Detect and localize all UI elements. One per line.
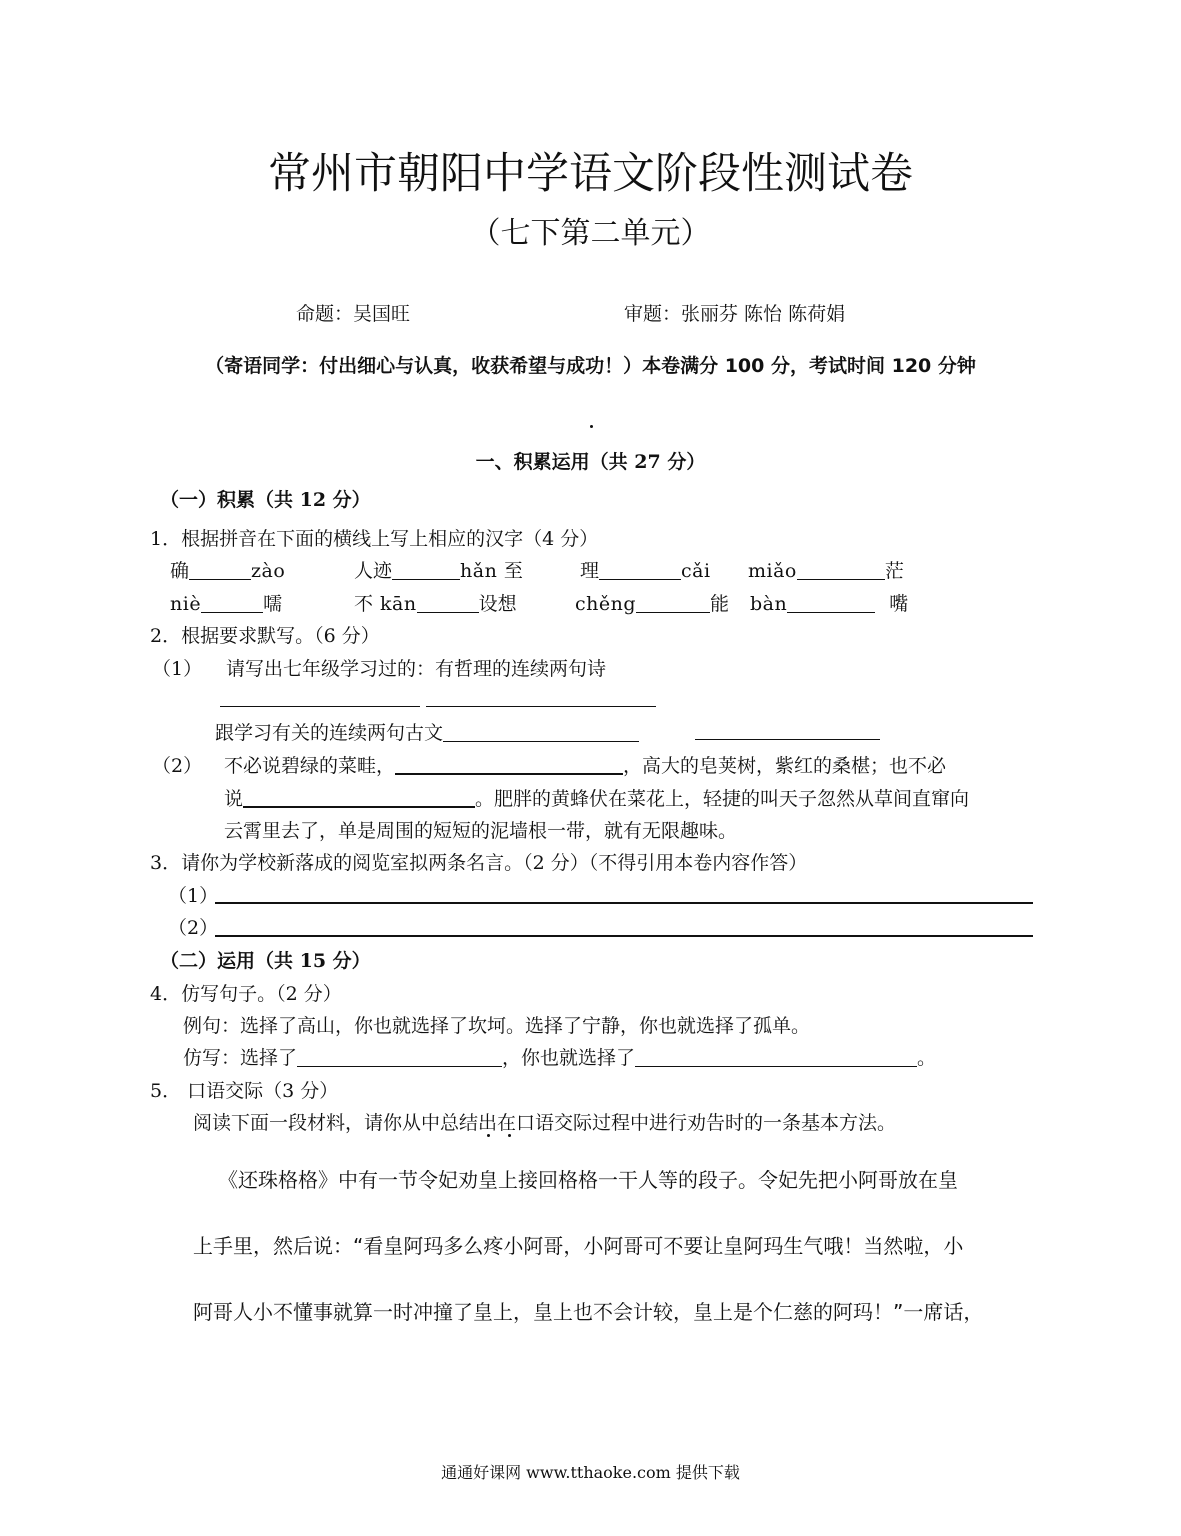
section-title: 一、积累运用（共 27 分）: [475, 451, 706, 473]
answer-line[interactable]: [215, 935, 1033, 937]
answer-line[interactable]: [215, 902, 1033, 904]
question-5-stem: 5． 口语交际（3 分）: [150, 1080, 339, 1102]
answer-blank[interactable]: [636, 593, 710, 613]
emphasis-dot: [487, 1134, 490, 1137]
q2-part-2-line1: 不必说碧绿的菜畦， ，高大的皂荚树，紫红的桑椹；也不必: [224, 755, 947, 777]
q3-number-2: （2）: [168, 917, 219, 939]
subsection-title: （一）积累（共 12 分）: [160, 489, 371, 511]
answer-line[interactable]: [426, 706, 656, 707]
answer-blank[interactable]: [599, 560, 681, 580]
page-footer: 通通好课网 www.tthaoke.com 提供下载: [441, 1463, 740, 1482]
answer-line[interactable]: [695, 739, 880, 740]
q2-part-2-number: （2）: [152, 755, 203, 777]
q4-example: 例句：选择了高山，你也就选择了坎坷。选择了宁静，你也就选择了孤单。: [183, 1015, 811, 1037]
stray-dot: [590, 425, 593, 428]
answer-blank[interactable]: [635, 1047, 917, 1067]
answer-blank[interactable]: [443, 722, 639, 742]
answer-line[interactable]: [220, 706, 420, 707]
q1-item-7: chěng 能: [575, 593, 730, 615]
answer-blank[interactable]: [797, 560, 885, 580]
answer-blank[interactable]: [297, 1047, 502, 1067]
material-line-2: 上手里，然后说：“看皇阿玛多么疼小阿哥，小阿哥可不要让皇阿玛生气哦！当然啦，小: [193, 1234, 964, 1258]
reviewers-line: 审题：张丽芬 陈怡 陈荷娟: [624, 303, 846, 325]
answer-blank[interactable]: [392, 560, 460, 580]
emphasis-dot: [508, 1134, 511, 1137]
answer-blank[interactable]: [189, 560, 251, 580]
q1-item-5: niè 嚅: [170, 593, 283, 615]
q5-instruction: 阅读下面一段材料，请你从中总结出在口语交际过程中进行劝告时的一条基本方法。: [193, 1112, 897, 1134]
material-line-3: 阿哥人小不懂事就算一时冲撞了皇上，皇上也不会计较，皇上是个仁慈的阿玛！”一席话，: [193, 1300, 984, 1324]
q3-number-1: （1）: [168, 885, 219, 907]
subsection-title: （二）运用（共 15 分）: [160, 950, 371, 972]
answer-blank[interactable]: [787, 593, 875, 613]
q1-item-1: 确 zào: [170, 560, 286, 582]
answer-blank[interactable]: [417, 593, 479, 613]
q2-part-2-line3: 云霄里去了，单是周围的短短的泥墙根一带，就有无限趣味。: [224, 820, 738, 842]
q1-item-4: miǎo 茫: [748, 560, 904, 582]
notice-line: （寄语同学：付出细心与认真，收获希望与成功！）本卷满分 100 分，考试时间 120 分钟: [205, 355, 976, 377]
author-line: 命题：吴国旺: [296, 303, 411, 325]
q2-part-1-line2: 跟学习有关的连续两句古文: [215, 718, 639, 745]
q1-item-6: 不 kān 设想: [354, 593, 517, 615]
q1-item-8: bàn 嘴: [750, 593, 909, 615]
answer-blank[interactable]: [243, 787, 475, 808]
page-title: 常州市朝阳中学语文阶段性测试卷: [268, 149, 913, 199]
q2-part-1-number: （1）: [152, 658, 203, 680]
question-2-stem: 2．根据要求默写。（6 分）: [150, 625, 380, 647]
q1-item-2: 人迹 hǎn 至: [354, 560, 524, 582]
q4-imitate: 仿写：选择了 ，你也就选择了 。: [183, 1047, 937, 1069]
answer-blank[interactable]: [395, 754, 623, 775]
q1-item-3: 理 cǎi: [580, 560, 711, 582]
question-3-stem: 3．请你为学校新落成的阅览室拟两条名言。（2 分）（不得引用本卷内容作答）: [150, 852, 808, 874]
question-4-stem: 4．仿写句子。（2 分）: [150, 983, 342, 1005]
q2-part-1-text: 请写出七年级学习过的：有哲理的连续两句诗: [226, 658, 607, 680]
question-1-stem: 1．根据拼音在下面的横线上写上相应的汉字（4 分）: [150, 528, 599, 550]
q2-part-2-line2: 说 。肥胖的黄蜂伏在菜花上，轻捷的叫天子忽然从草间直窜向: [224, 788, 970, 810]
page-subtitle: （七下第二单元）: [470, 216, 711, 251]
answer-blank[interactable]: [201, 593, 263, 613]
material-line-1: 《还珠格格》中有一节令妃劝皇上接回格格一干人等的段子。令妃先把小阿哥放在皇: [218, 1168, 958, 1192]
